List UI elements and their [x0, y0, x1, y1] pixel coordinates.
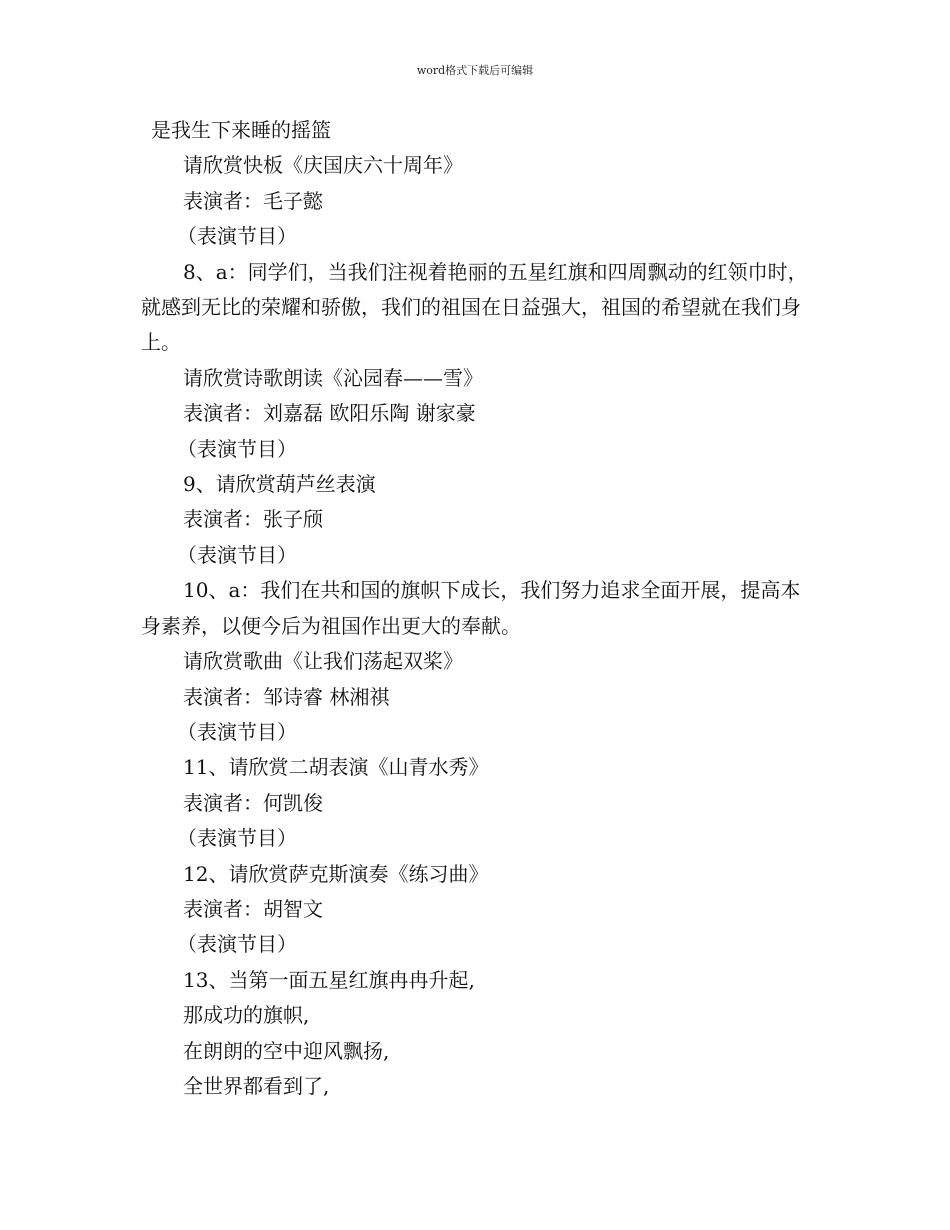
program-intro-line: 请欣赏歌曲《让我们荡起双桨》 [183, 649, 463, 674]
performance-note: （表演节目） [177, 542, 297, 567]
host-paragraph: 8、a：同学们，当我们注视着艳丽的五星红旗和四周飘动的红领巾时，就感到无比的荣耀和骄傲，我们的祖国在日益强大，祖国的希望就在我们身上。 [141, 259, 808, 355]
performer-line: 表演者：毛子懿 [183, 188, 323, 213]
performance-note: （表演节目） [177, 719, 297, 744]
program-intro-line: 9、请欣赏葫芦丝表演 [183, 472, 376, 497]
performer-line: 表演者：胡智文 [183, 896, 323, 921]
performer-line: 表演者：何凯俊 [183, 790, 323, 815]
program-intro-line: 11、请欣赏二胡表演《山青水秀》 [183, 755, 489, 780]
poem-line: 那成功的旗帜, [183, 1003, 310, 1028]
page-header: word格式下载后可编辑 [416, 64, 534, 77]
performer-line: 表演者：张子颀 [183, 507, 323, 532]
poem-line: 13、当第一面五星红旗冉冉升起, [183, 967, 475, 992]
poem-line: 在朗朗的空中迎风飘扬, [183, 1038, 390, 1063]
document-body [141, 113, 813, 1104]
poem-line: 全世界都看到了, [183, 1073, 330, 1098]
program-intro-line: 请欣赏诗歌朗读《沁园春——雪》 [183, 365, 483, 390]
performance-note: （表演节目） [177, 826, 297, 851]
performer-line: 表演者：邹诗睿 林湘祺 [183, 684, 390, 709]
performance-note: （表演节目） [177, 436, 297, 461]
host-paragraph: 10、a：我们在共和国的旗帜下成长，我们努力追求全面开展，提高本身素养，以便今后为祖国作出更大的奉献。 [141, 578, 801, 638]
performance-note: （表演节目） [177, 224, 297, 249]
program-intro-line: 请欣赏快板《庆国庆六十周年》 [183, 153, 463, 178]
program-intro-line: 12、请欣赏萨克斯演奏《练习曲》 [183, 861, 489, 886]
performer-line: 表演者：刘嘉磊 欧阳乐陶 谢家豪 [183, 401, 476, 426]
performance-note: （表演节目） [177, 932, 297, 957]
text-line: 是我生下来睡的摇篮 [151, 118, 331, 142]
